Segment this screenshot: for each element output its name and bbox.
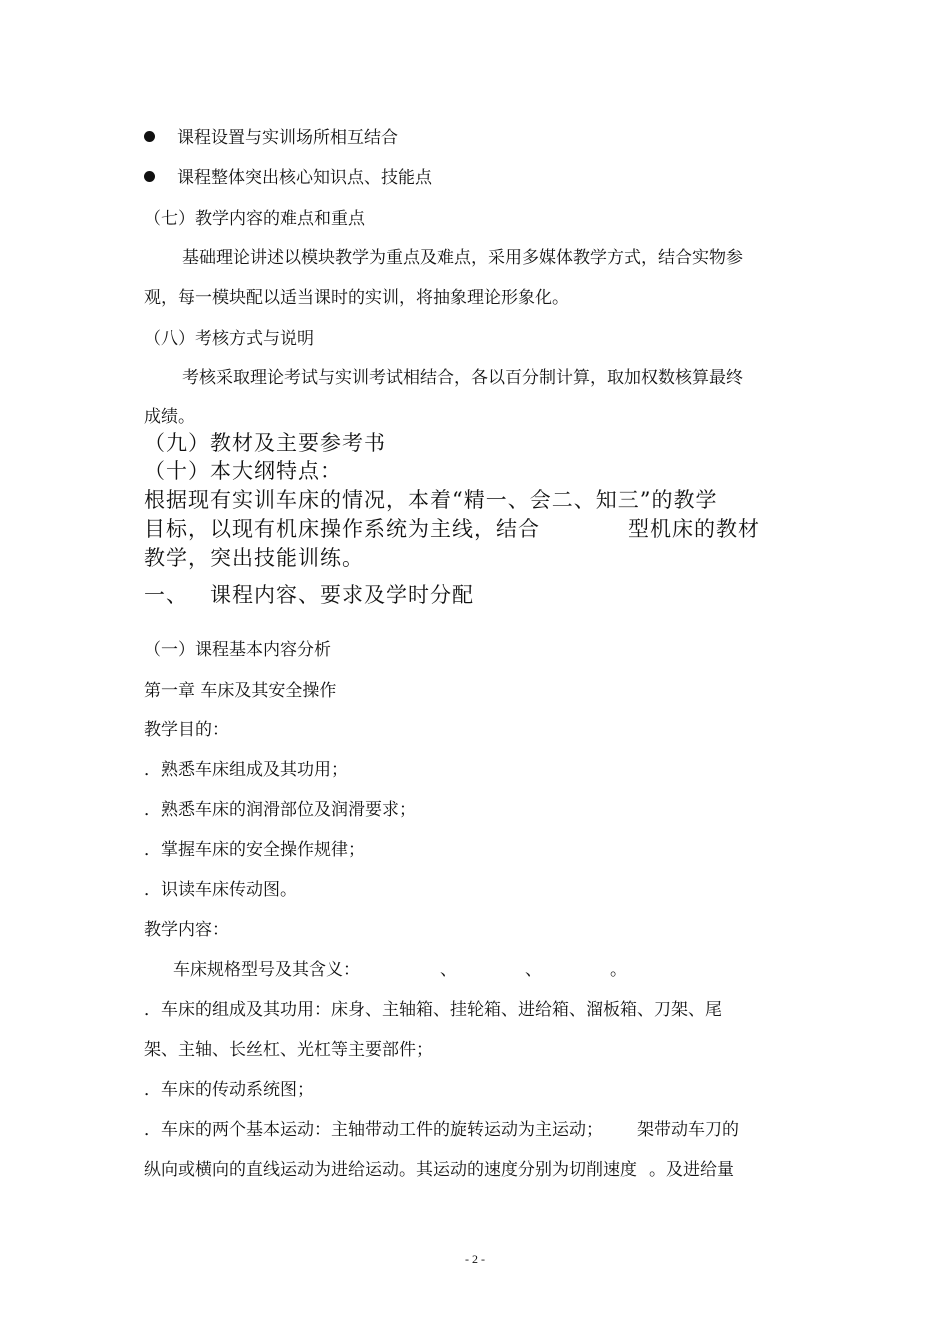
text-fragment: ．车床的两个基本运动：主轴带动工件的旋转运动为主运动； [144, 1120, 603, 1140]
section-heading-8: （八）考核方式与说明 [144, 329, 314, 349]
content-item: 架、主轴、长丝杠、光杠等主要部件； [144, 1040, 433, 1060]
content-item [144, 1162, 734, 1179]
paragraph-line: 教学，突出技能训练。 [144, 546, 364, 570]
content-item: ．车床的组成及其功用：床身、主轴箱、挂轮箱、进给箱、溜板箱、刀架、尾 [144, 1000, 722, 1020]
part-heading [144, 585, 474, 606]
section-heading-10: （十）本大纲特点： [144, 459, 342, 483]
content-item: ．车床的传动系统图； [144, 1080, 314, 1100]
text-fragment: 纵向或横向的直线运动为进给运动。其运动的速度分别为切削速度 [144, 1160, 637, 1180]
bullet-item [144, 170, 432, 187]
paragraph-line: 考核采取理论考试与实训考试相结合，各以百分制计算，取加权数核算最终 [182, 368, 743, 388]
goal-item: ．识读车床传动图。 [144, 880, 297, 900]
text-fragment: 。 [610, 960, 627, 980]
content-item [144, 1122, 739, 1139]
paragraph-line [144, 519, 760, 540]
paragraph-line: 根据现有实训车床的情况，本着“精一、会二、知三”的教学 [144, 488, 718, 512]
goal-label: 教学目的： [144, 720, 229, 740]
text-fragment: 车床规格型号及其含义： [173, 960, 360, 980]
part-number: 一、 [144, 583, 188, 607]
bullet-text: 课程设置与实训场所相互结合 [177, 128, 398, 148]
text-fragment: 架带动车刀的 [637, 1120, 739, 1140]
text-fragment: 、 [440, 960, 457, 980]
bullet-dot-icon [144, 171, 155, 182]
paragraph-line: 观，每一模块配以适当课时的实训，将抽象理论形象化。 [144, 288, 569, 308]
page-number: - 2 - [465, 1252, 485, 1266]
goal-item: ．熟悉车床组成及其功用； [144, 760, 348, 780]
text-fragment: 型机床的教材 [628, 517, 760, 541]
text-fragment: 目标，以现有机床操作系统为主线，结合 [144, 517, 540, 541]
content-label: 教学内容： [144, 920, 229, 940]
part-title: 课程内容、要求及学时分配 [210, 583, 474, 607]
section-heading-7: （七）教学内容的难点和重点 [144, 209, 365, 229]
section-heading-9: （九）教材及主要参考书 [144, 431, 386, 455]
bullet-dot-icon [144, 131, 155, 142]
text-fragment: 。及进给量 [649, 1160, 734, 1180]
subsection-heading: （一）课程基本内容分析 [144, 640, 331, 660]
goal-item: ．熟悉车床的润滑部位及润滑要求； [144, 800, 416, 820]
text-fragment: 、 [525, 960, 542, 980]
bullet-item [144, 130, 398, 147]
goal-item: ．掌握车床的安全操作规律； [144, 840, 365, 860]
paragraph-line: 成绩。 [144, 407, 195, 427]
paragraph-line: 基础理论讲述以模块教学为重点及难点，采用多媒体教学方式，结合实物参 [182, 248, 743, 268]
chapter-title: 第一章 车床及其安全操作 [144, 681, 337, 701]
content-item [173, 962, 627, 979]
bullet-text: 课程整体突出核心知识点、技能点 [177, 168, 432, 188]
